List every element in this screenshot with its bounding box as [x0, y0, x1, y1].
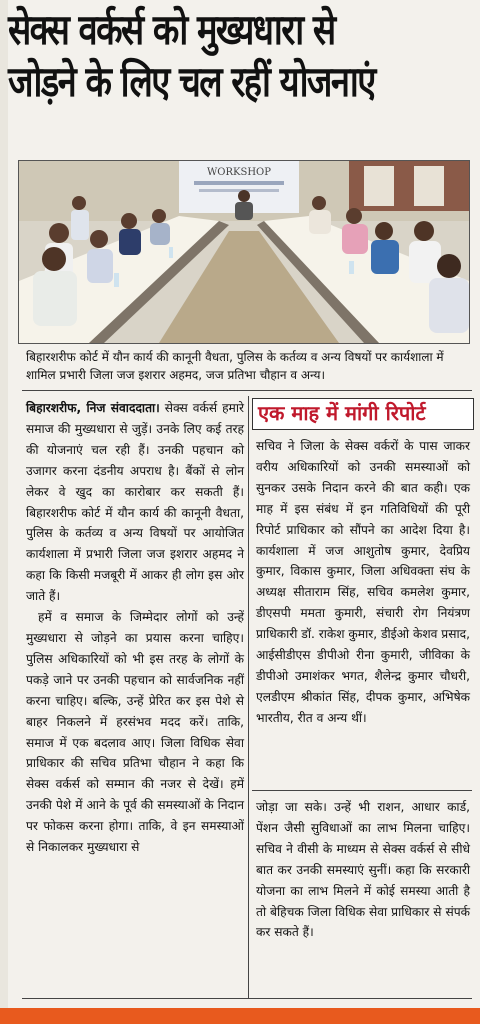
headline-line-2: जोड़ने के लिए चल रहीं योजनाएं: [8, 57, 375, 106]
left-paragraph-1-text: सेक्स वर्कर्स हमारे समाज की मुख्यधारा से जुड़ें। उनके लिए कई तरह की योजनाएं चल रही हैं। उनकी पहचान को उजागर करना दंडनीय अपराध है। बैंकों से लोन लेकर वे खुद का कारोबार कर सकती हैं। बिहारशरीफ कोर्ट में यौन कार्य की कानूनी वैधता, पुलिस के कर्तव्य व अन्य विषयों पर आयोजित कार्यशाला में प्रभारी जिला जज इशरार अहमद ने कहा कि किसी मजबूरी में आकर ही लोग इस ओर जाते हैं।: [26, 401, 244, 604]
right-column-continued: [256, 797, 470, 943]
left-column: [26, 398, 244, 858]
right-column: [256, 436, 470, 729]
left-paragraph-2: हमें व समाज के जिम्मेदार लोगों को उन्हें मुख्यधारा से जोड़ने का प्रयास करना चाहिए। पुलिस अधिकारियों को भी इस तरह के लोगों के पकड़े जाने पर उनकी पहचान को सार्वजनिक नहीं करना चाहिए। बल्कि, उन्हें प्रेरित कर इस पेशे से बाहर निकलने में हरसंभव मदद करें। ताकि, समाज में एक बदलाव आए। जिला विधिक सेवा प्राधिकार की सचिव प्रतिभा चौहान ने कहा कि सेक्स वर्कर्स को सम्मान की नजर से देखें। हमें उनकी पेशे में आने के पूर्व की समस्याओं के निदान पर फोकस करना होगा। ताकि, वे इन समस्याओं से निकालकर मुख्यधारा से: [26, 610, 244, 855]
photo-caption: बिहारशरीफ कोर्ट में यौन कार्य की कानूनी वैधता, पुलिस के कर्तव्य व अन्य विषयों पर कार्यशाला में शामिल प्रभारी जिला जज इशरार अहमद, जज प्रतिभा चौहान व अन्य।: [26, 350, 444, 382]
footer-divider: [22, 998, 472, 999]
right-column-divider: [252, 790, 472, 791]
footer-bar: [0, 1008, 480, 1024]
caption-divider: [22, 390, 472, 391]
banner-text: WORKSHOP: [207, 167, 271, 178]
dateline: बिहारशरीफ, निज संवाददाता।: [26, 401, 160, 415]
right-paragraph-2: जोड़ा जा सके। उन्हें भी राशन, आधार कार्ड, पेंशन जैसी सुविधाओं का लाभ मिलना चाहिए। सचिव ने वीसी के माध्यम से सेक्स वर्कर्स से सीधे बात कर उनकी समस्याएं सुनीं। कहा कि सरकारी योजना का लाभ मिलने में कोई समस्या आती है तो बेहिचक जिला विधिक सेवा प्राधिकार से संपर्क कर सकते हैं।: [256, 800, 470, 940]
subhead: एक माह में मांगी रिपोर्ट: [258, 401, 426, 425]
workshop-photo: [18, 160, 470, 344]
workshop-photo-image: [19, 161, 469, 343]
headline: [8, 4, 467, 108]
column-divider: [248, 396, 249, 998]
left-paragraph-1: [26, 398, 244, 607]
page-edge: [0, 0, 8, 1008]
right-paragraph-1: सचिव ने जिला के सेक्स वर्करों के पास जाकर वरीय अधिकारियों को उनकी समस्याओं को सुनकर उसके निदान करने की बात कही। एक माह में इस संबंध में इन गतिविधियों की पूरी रिपोर्ट प्राधिकार को सौंपने का आदेश दिया है। कार्यशाला में जज आशुतोष कुमार, देवप्रिय कुमार, विकास कुमार, जिला अधिवक्ता संघ के अध्यक्ष सीताराम सिंह, सचिव कमलेश कुमार, डीएसपी ममता कुमारी, संचारी रोग नियंत्रण प्राधिकारी डॉ. राकेश कुमार, डीईओ केशव प्रसाद, आईसीडीएस डीपीओ रीना कुमारी, जीविका के डीपीओ उमाशंकर भगत, शैलेन्द्र कुमार चौधरी, एलडीएम श्रीकांत सिंह, दीपक कुमार, अभिषेक भारतीय, रीत व अन्य थीं।: [256, 439, 470, 725]
headline-line-1: सेक्स वर्कर्स को मुख्यधारा से: [8, 5, 335, 54]
